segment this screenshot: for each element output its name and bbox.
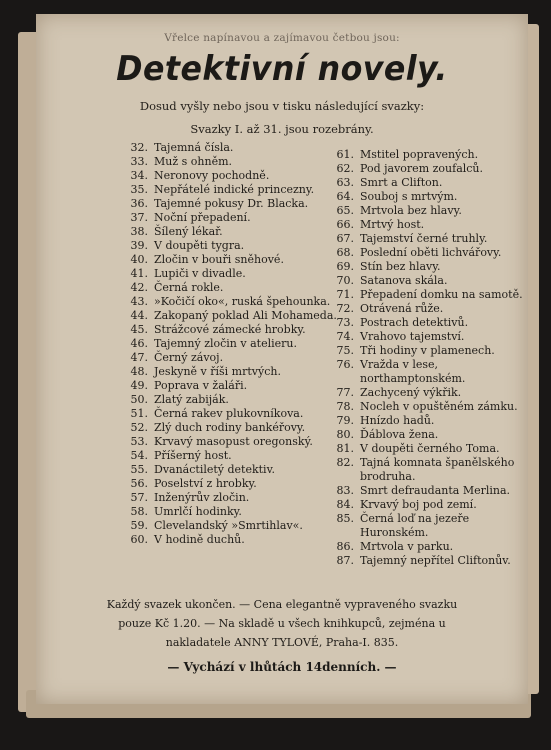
volume-item <box>330 260 525 274</box>
volume-item <box>124 239 339 253</box>
volume-item <box>330 274 525 288</box>
volume-item <box>330 358 525 386</box>
volume-number: 39. <box>130 239 148 252</box>
volume-number: 52. <box>130 421 148 434</box>
volume-title: Souboj s mrtvým. <box>360 190 458 203</box>
volume-number: 49. <box>130 379 148 392</box>
volume-number: 64. <box>336 190 354 203</box>
volume-number: 53. <box>130 435 148 448</box>
volume-item <box>124 491 339 505</box>
series-title: Detektivní novely. <box>116 49 448 89</box>
volume-title: Tajemný nepřítel Cliftonův. <box>360 554 511 567</box>
volume-title: Tři hodiny v plamenech. <box>360 344 495 357</box>
volume-item <box>330 176 525 190</box>
volume-item <box>330 456 525 484</box>
volume-number: 62. <box>336 162 354 175</box>
volume-title: Černý závoj. <box>154 351 224 364</box>
volume-title: Mrtvola v parku. <box>360 540 454 553</box>
volume-number: 79. <box>336 414 354 427</box>
volume-item <box>330 344 525 358</box>
footer-line-1: Každý svazek ukončen. — Cena elegantně vypraveného svazku <box>106 598 458 611</box>
volume-item <box>124 253 339 267</box>
volume-title: Inženýrův zločin. <box>154 491 250 504</box>
volume-title: Tajná komnata španělského brodruha. <box>360 456 515 483</box>
volume-number: 72. <box>336 302 354 315</box>
volume-item <box>330 484 525 498</box>
book-page <box>36 14 528 704</box>
volume-number: 81. <box>336 442 354 455</box>
volume-title: Tajemné pokusy Dr. Blacka. <box>154 197 309 210</box>
volume-number: 51. <box>130 407 148 420</box>
volume-title: Ďáblova žena. <box>360 428 439 441</box>
volume-number: 48. <box>130 365 148 378</box>
volume-number: 58. <box>130 505 148 518</box>
volume-title: Poslední oběti lichvářovy. <box>360 246 502 259</box>
volume-number: 69. <box>336 260 354 273</box>
volume-title: V doupěti černého Toma. <box>360 442 500 455</box>
footer-text <box>76 595 488 652</box>
volume-number: 87. <box>336 554 354 567</box>
volume-number: 32. <box>130 141 148 154</box>
volume-title: Poselství z hrobky. <box>154 477 257 490</box>
volume-number: 74. <box>336 330 354 343</box>
volume-number: 61. <box>336 148 354 161</box>
volume-title: Tajemný zločin v atelieru. <box>154 337 297 350</box>
volume-item <box>330 148 525 162</box>
volume-title: Pod javorem zoufalců. <box>360 162 484 175</box>
volume-title: Poprava v žaláři. <box>154 379 248 392</box>
volume-title: Otrávená růže. <box>360 302 444 315</box>
volume-item <box>124 155 339 169</box>
volume-title: Stín bez hlavy. <box>360 260 441 273</box>
volume-title: Hnízdo hadů. <box>360 414 435 427</box>
volume-number: 57. <box>130 491 148 504</box>
volume-item <box>124 463 339 477</box>
volume-number: 68. <box>336 246 354 259</box>
volume-item <box>124 337 339 351</box>
volume-title: Zachycený výkřik. <box>360 386 462 399</box>
volume-title: V hodině duchů. <box>154 533 245 546</box>
volume-item <box>124 421 339 435</box>
volume-item <box>124 211 339 225</box>
volume-title: Smrt a Clifton. <box>360 176 443 189</box>
volume-title: Šílený lékař. <box>154 225 223 238</box>
volume-item <box>124 295 339 309</box>
volume-title: Dvanáctiletý detektiv. <box>154 463 275 476</box>
volume-number: 73. <box>336 316 354 329</box>
volume-item <box>330 232 525 246</box>
volume-item <box>124 533 339 547</box>
volume-item <box>330 162 525 176</box>
volume-title: V doupěti tygra. <box>154 239 245 252</box>
volume-title: Lupiči v divadle. <box>154 267 246 280</box>
volume-title: Mstitel popravených. <box>360 148 479 161</box>
volume-item <box>124 267 339 281</box>
volume-number: 54. <box>130 449 148 462</box>
volume-item <box>124 183 339 197</box>
volume-number: 75. <box>336 344 354 357</box>
volume-number: 46. <box>130 337 148 350</box>
volume-item <box>330 302 525 316</box>
volume-number: 56. <box>130 477 148 490</box>
footer-line-2: pouze Kč 1.20. — Na skladě u všech knihkupců, zejména u <box>118 617 446 630</box>
volume-item <box>124 505 339 519</box>
volume-item <box>330 498 525 512</box>
volume-title: Přepadení domku na samotě. <box>360 288 523 301</box>
volume-item <box>124 309 339 323</box>
intro-line: Vřelce napínavou a zajímavou četbou jsou: <box>164 32 400 44</box>
volume-title: Satanova skála. <box>360 274 448 287</box>
volume-title: Zlatý zabiják. <box>154 393 229 406</box>
volume-number: 63. <box>336 176 354 189</box>
volume-item <box>330 540 525 554</box>
volume-item <box>330 316 525 330</box>
volume-title: Nepřátelé indické princezny. <box>154 183 315 196</box>
volume-title: Příšerný host. <box>154 449 232 462</box>
volume-number: 65. <box>336 204 354 217</box>
volume-number: 33. <box>130 155 148 168</box>
volume-title: Strážcové zámecké hrobky. <box>154 323 306 336</box>
volume-list-right <box>330 148 525 568</box>
volume-title: Černá rokle. <box>154 281 224 294</box>
volume-title: Clevelandský »Smrtihlav«. <box>154 519 303 532</box>
volume-title: Tajemství černé truhly. <box>360 232 488 245</box>
footer-line-3: nakladatele ANNY TYLOVÉ, Praha-I. 835. <box>165 636 399 649</box>
volume-list-left <box>124 141 339 547</box>
volume-number: 42. <box>130 281 148 294</box>
volume-item <box>124 281 339 295</box>
volume-title: Mrtvý host. <box>360 218 425 231</box>
volume-title: »Kočičí oko«, ruská špehounka. <box>154 295 331 308</box>
volume-item <box>124 169 339 183</box>
volume-title: Vražda v lese, northamptonském. <box>360 358 466 385</box>
volume-number: 77. <box>336 386 354 399</box>
volume-number: 45. <box>130 323 148 336</box>
volume-item <box>124 323 339 337</box>
volume-item <box>330 386 525 400</box>
volume-item <box>330 190 525 204</box>
volume-item <box>124 477 339 491</box>
volume-title: Černá loď na jezeře Huronském. <box>360 512 470 539</box>
volume-item <box>124 393 339 407</box>
volume-item <box>330 204 525 218</box>
volume-item <box>330 400 525 414</box>
volume-number: 43. <box>130 295 148 308</box>
volume-title: Krvavý masopust oregonský. <box>154 435 313 448</box>
volume-number: 47. <box>130 351 148 364</box>
volume-number: 67. <box>336 232 354 245</box>
volume-item <box>330 330 525 344</box>
volume-item <box>124 407 339 421</box>
volume-item <box>124 519 339 533</box>
volume-title: Neronovy pochodně. <box>154 169 270 182</box>
volume-number: 59. <box>130 519 148 532</box>
volume-item <box>124 365 339 379</box>
volume-title: Vrahovo tajemství. <box>360 330 465 343</box>
volume-title: Postrach detektivů. <box>360 316 469 329</box>
volume-number: 86. <box>336 540 354 553</box>
volume-title: Zakopaný poklad Ali Mohameda. <box>154 309 337 322</box>
volume-item <box>330 442 525 456</box>
volume-number: 36. <box>130 197 148 210</box>
volume-title: Umrlčí hodinky. <box>154 505 242 518</box>
volume-title: Jeskyně v říši mrtvých. <box>154 365 281 378</box>
footer-schedule: — Vychází v lhůtách 14denních. — <box>167 660 397 674</box>
volume-number: 78. <box>336 400 354 413</box>
volume-number: 35. <box>130 183 148 196</box>
volume-title: Muž s ohněm. <box>154 155 233 168</box>
volume-number: 50. <box>130 393 148 406</box>
volume-item <box>124 351 339 365</box>
volume-title: Černá rakev plukovníkova. <box>154 407 304 420</box>
volume-number: 82. <box>336 456 354 469</box>
volume-title: Noční přepadení. <box>154 211 251 224</box>
volume-item <box>330 218 525 232</box>
volume-number: 37. <box>130 211 148 224</box>
volume-number: 71. <box>336 288 354 301</box>
volume-item <box>330 288 525 302</box>
volume-number: 80. <box>336 428 354 441</box>
volume-item <box>330 428 525 442</box>
volume-number: 66. <box>336 218 354 231</box>
subtitle-published: Dosud vyšly nebo jsou v tisku následující svazky: <box>139 99 425 113</box>
volume-number: 83. <box>336 484 354 497</box>
volume-number: 84. <box>336 498 354 511</box>
volume-title: Smrt defraudanta Merlina. <box>360 484 511 497</box>
volume-title: Nocleh v opuštěném zámku. <box>360 400 518 413</box>
volume-number: 44. <box>130 309 148 322</box>
volume-title: Krvavý boj pod zemí. <box>360 498 477 511</box>
volume-item <box>124 141 339 155</box>
volume-number: 85. <box>336 512 354 525</box>
volume-item <box>330 246 525 260</box>
volume-number: 41. <box>130 267 148 280</box>
volume-number: 60. <box>130 533 148 546</box>
volume-item <box>124 197 339 211</box>
volume-number: 76. <box>336 358 354 371</box>
volume-item <box>124 225 339 239</box>
volume-title: Zločin v bouři sněhové. <box>154 253 284 266</box>
volume-item <box>124 379 339 393</box>
volume-title: Tajemná čísla. <box>154 141 234 154</box>
volume-item <box>124 435 339 449</box>
volume-number: 34. <box>130 169 148 182</box>
volume-title: Mrtvola bez hlavy. <box>360 204 462 217</box>
volume-number: 40. <box>130 253 148 266</box>
volume-number: 55. <box>130 463 148 476</box>
volume-item <box>330 512 525 540</box>
volume-item <box>330 554 525 568</box>
volume-number: 38. <box>130 225 148 238</box>
volume-item <box>330 414 525 428</box>
volume-number: 70. <box>336 274 354 287</box>
volume-item <box>124 449 339 463</box>
subtitle-out-of-print: Svazky I. až 31. jsou rozebrány. <box>190 122 374 136</box>
volume-title: Zlý duch rodiny bankéřovy. <box>154 421 306 434</box>
